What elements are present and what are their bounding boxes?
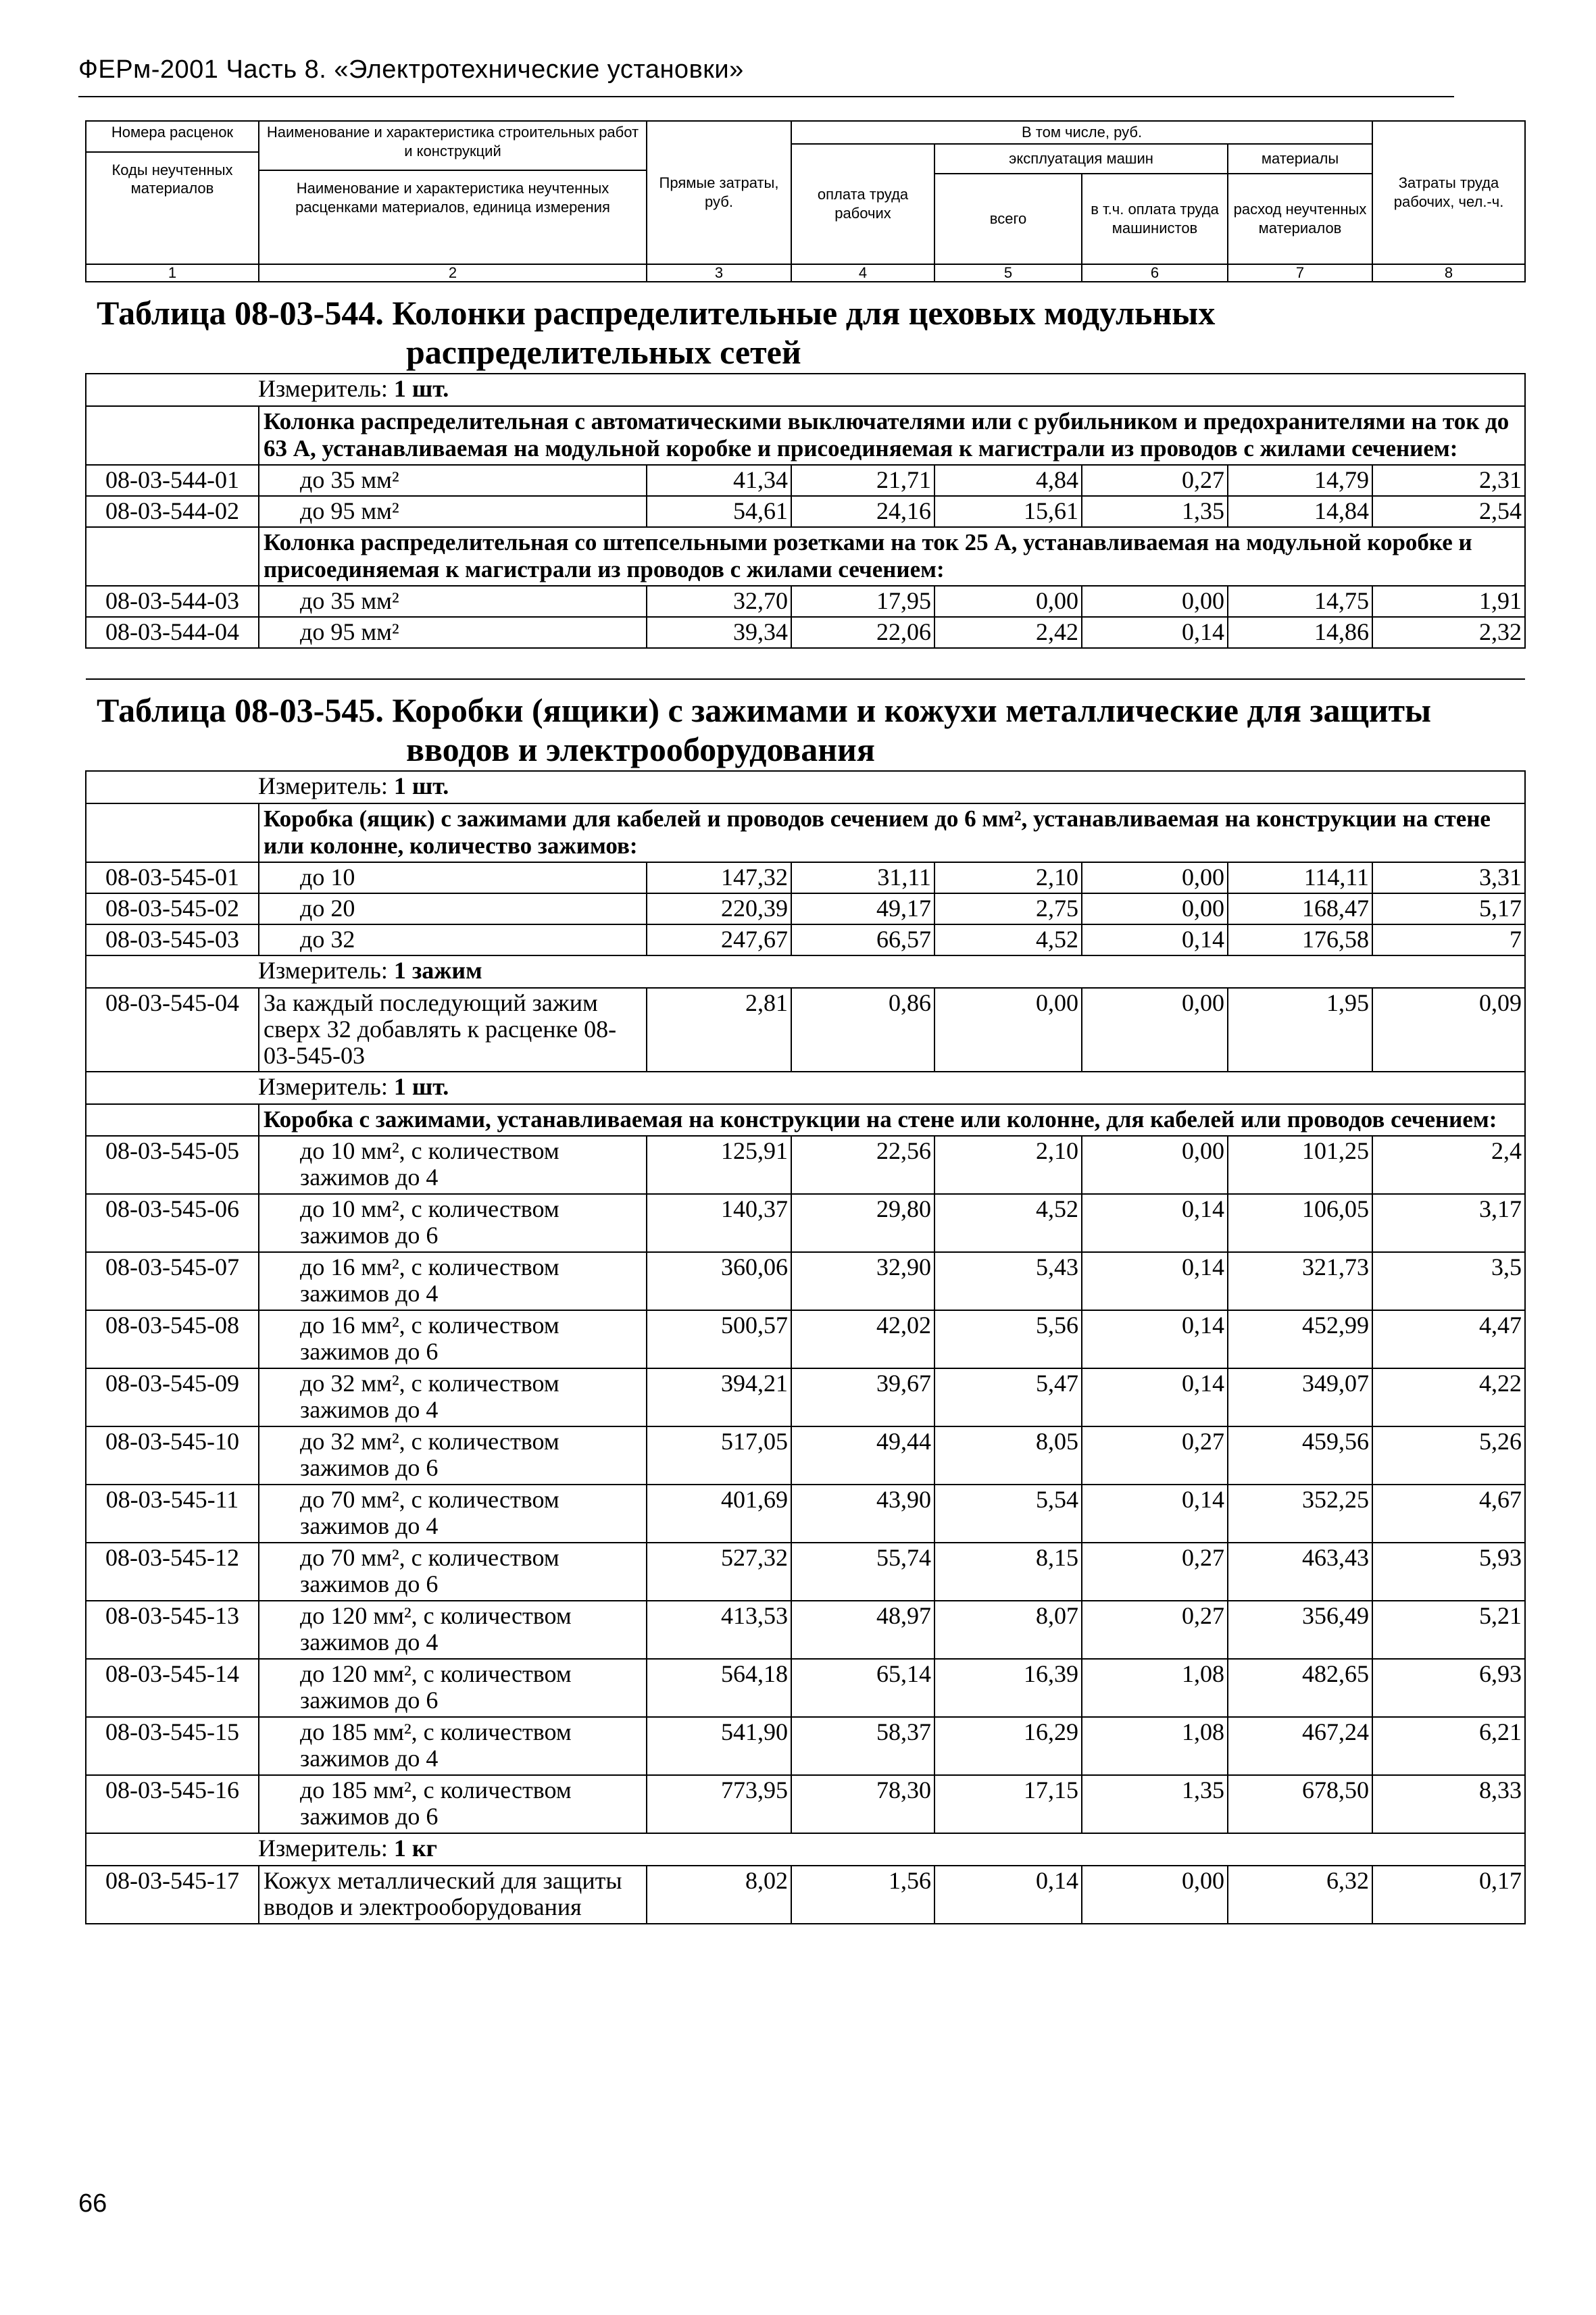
header-group-materials: материалы bbox=[1228, 144, 1372, 174]
rate-name: до 120 мм², с количеством зажимов до 4 bbox=[259, 1601, 647, 1659]
rate-code: 08-03-545-04 bbox=[86, 988, 259, 1072]
rate-name: до 16 мм², с количеством зажимов до 4 bbox=[259, 1252, 647, 1310]
rate-labor: 49,17 bbox=[791, 893, 934, 924]
rate-materials: 463,43 bbox=[1228, 1543, 1372, 1601]
table-row bbox=[86, 1426, 1525, 1485]
page-header: ФЕРм-2001 Часть 8. «Электротехнические установки» bbox=[78, 55, 744, 84]
rate-materials: 176,58 bbox=[1228, 924, 1372, 955]
rate-labor: 29,80 bbox=[791, 1194, 934, 1252]
header-col8: Затраты труда рабочих, чел.-ч. bbox=[1372, 121, 1525, 264]
rate-materials: 349,07 bbox=[1228, 1368, 1372, 1426]
rates-table-body bbox=[86, 121, 1525, 1924]
rates-table bbox=[85, 120, 1526, 1924]
rate-materials: 356,49 bbox=[1228, 1601, 1372, 1659]
rate-direct: 140,37 bbox=[647, 1194, 791, 1252]
group-row bbox=[86, 406, 1525, 465]
rate-direct: 8,02 bbox=[647, 1866, 791, 1924]
rate-direct: 54,61 bbox=[647, 496, 791, 527]
rate-mach-labor: 0,00 bbox=[1082, 862, 1228, 893]
group-row bbox=[86, 1104, 1525, 1136]
rate-hours: 8,33 bbox=[1372, 1775, 1525, 1833]
measure-cell bbox=[86, 1072, 1525, 1104]
rate-mach-total: 8,05 bbox=[934, 1426, 1082, 1485]
rate-name: до 95 мм² bbox=[259, 496, 647, 527]
rate-direct: 541,90 bbox=[647, 1717, 791, 1775]
rate-code: 08-03-545-10 bbox=[86, 1426, 259, 1485]
rate-mach-labor: 0,14 bbox=[1082, 924, 1228, 955]
rate-code: 08-03-545-13 bbox=[86, 1601, 259, 1659]
rate-mach-total: 2,42 bbox=[934, 617, 1082, 648]
rate-mach-labor: 0,14 bbox=[1082, 1368, 1228, 1426]
table-row bbox=[86, 1717, 1525, 1775]
rate-mach-labor: 1,08 bbox=[1082, 1659, 1228, 1717]
group-row bbox=[86, 527, 1525, 586]
rate-code: 08-03-545-05 bbox=[86, 1136, 259, 1194]
rate-mach-total: 5,56 bbox=[934, 1310, 1082, 1368]
rate-direct: 394,21 bbox=[647, 1368, 791, 1426]
gap-cell bbox=[86, 648, 1525, 679]
rate-mach-total: 4,52 bbox=[934, 1194, 1082, 1252]
header-col7: расход неучтенных материалов bbox=[1228, 174, 1372, 264]
rate-code: 08-03-545-01 bbox=[86, 862, 259, 893]
rate-materials: 352,25 bbox=[1228, 1485, 1372, 1543]
table-row bbox=[86, 1601, 1525, 1659]
rate-name: до 16 мм², с количеством зажимов до 6 bbox=[259, 1310, 647, 1368]
table-row bbox=[86, 1485, 1525, 1543]
rate-mach-labor: 0,27 bbox=[1082, 1601, 1228, 1659]
rate-name: до 70 мм², с количеством зажимов до 6 bbox=[259, 1543, 647, 1601]
rate-labor: 65,14 bbox=[791, 1659, 934, 1717]
rate-mach-total: 5,47 bbox=[934, 1368, 1082, 1426]
rate-materials: 106,05 bbox=[1228, 1194, 1372, 1252]
rate-name: до 35 мм² bbox=[259, 465, 647, 496]
rate-direct: 413,53 bbox=[647, 1601, 791, 1659]
measure-cell bbox=[86, 1833, 1525, 1866]
rate-code: 08-03-544-03 bbox=[86, 586, 259, 617]
table-row bbox=[86, 1543, 1525, 1601]
rate-labor: 31,11 bbox=[791, 862, 934, 893]
rate-materials: 678,50 bbox=[1228, 1775, 1372, 1833]
rate-name: За каждый последующий зажим сверх 32 добавлять к расценке 08-03-545-03 bbox=[259, 988, 647, 1072]
rate-hours: 5,26 bbox=[1372, 1426, 1525, 1485]
group-description: Коробка с зажимами, устанавливаемая на конструкции на стене или колонне, для кабелей или проводов сечением: bbox=[259, 1104, 1525, 1136]
rate-hours: 3,31 bbox=[1372, 862, 1525, 893]
header-col1-top: Номера расценок bbox=[111, 124, 234, 141]
table-row bbox=[86, 586, 1525, 617]
header-col2-top: Наименование и характеристика строительных работ и конструкций bbox=[266, 124, 639, 159]
group-code-cell bbox=[86, 1104, 259, 1136]
measure-label: Измеритель: bbox=[258, 772, 388, 799]
rate-materials: 452,99 bbox=[1228, 1310, 1372, 1368]
rate-mach-total: 8,07 bbox=[934, 1601, 1082, 1659]
rate-mach-total: 2,10 bbox=[934, 862, 1082, 893]
rate-code: 08-03-545-06 bbox=[86, 1194, 259, 1252]
rate-labor: 22,56 bbox=[791, 1136, 934, 1194]
rate-mach-labor: 1,35 bbox=[1082, 496, 1228, 527]
rate-labor: 17,95 bbox=[791, 586, 934, 617]
column-number: 6 bbox=[1082, 264, 1228, 282]
rate-labor: 39,67 bbox=[791, 1368, 934, 1426]
rate-mach-labor: 0,14 bbox=[1082, 617, 1228, 648]
rate-direct: 39,34 bbox=[647, 617, 791, 648]
table-row bbox=[86, 1194, 1525, 1252]
rate-code: 08-03-545-16 bbox=[86, 1775, 259, 1833]
rate-name: до 32 мм², с количеством зажимов до 4 bbox=[259, 1368, 647, 1426]
rate-hours: 5,93 bbox=[1372, 1543, 1525, 1601]
table-row bbox=[86, 496, 1525, 527]
table-row bbox=[86, 617, 1525, 648]
measure-unit: 1 шт. bbox=[393, 374, 449, 402]
rate-mach-total: 4,52 bbox=[934, 924, 1082, 955]
rate-materials: 1,95 bbox=[1228, 988, 1372, 1072]
rate-mach-labor: 0,00 bbox=[1082, 1136, 1228, 1194]
rate-name: до 10 bbox=[259, 862, 647, 893]
rate-hours: 5,17 bbox=[1372, 893, 1525, 924]
section-title: Таблица 08-03-544. Колонки распределительные для цеховых модульных распределительных сетей bbox=[97, 293, 1216, 371]
section-gap bbox=[86, 648, 1525, 679]
table-row bbox=[86, 1659, 1525, 1717]
rate-materials: 14,79 bbox=[1228, 465, 1372, 496]
rate-labor: 21,71 bbox=[791, 465, 934, 496]
rate-mach-total: 15,61 bbox=[934, 496, 1082, 527]
rate-code: 08-03-545-11 bbox=[86, 1485, 259, 1543]
header-names bbox=[259, 121, 647, 264]
header-divider bbox=[86, 151, 258, 153]
measure-unit: 1 кг bbox=[393, 1834, 437, 1862]
header-col5: всего bbox=[934, 174, 1082, 264]
table-row bbox=[86, 1368, 1525, 1426]
rate-hours: 1,91 bbox=[1372, 586, 1525, 617]
table-row bbox=[86, 465, 1525, 496]
rate-labor: 32,90 bbox=[791, 1252, 934, 1310]
rate-mach-total: 17,15 bbox=[934, 1775, 1082, 1833]
section-title: Таблица 08-03-545. Коробки (ящики) с зажимами и кожухи металлические для защиты вводов и электрооборудования bbox=[97, 691, 1432, 768]
rate-code: 08-03-545-03 bbox=[86, 924, 259, 955]
section-title-cell bbox=[86, 282, 1525, 374]
rate-materials: 482,65 bbox=[1228, 1659, 1372, 1717]
table-row bbox=[86, 988, 1525, 1072]
header-divider bbox=[259, 170, 646, 171]
measure-cell bbox=[86, 374, 1525, 406]
rate-materials: 14,75 bbox=[1228, 586, 1372, 617]
table-row bbox=[86, 1310, 1525, 1368]
measure-row bbox=[86, 771, 1525, 803]
measure-unit: 1 шт. bbox=[393, 772, 449, 799]
rate-code: 08-03-545-08 bbox=[86, 1310, 259, 1368]
rate-materials: 6,32 bbox=[1228, 1866, 1372, 1924]
rate-mach-total: 5,54 bbox=[934, 1485, 1082, 1543]
rate-code: 08-03-545-07 bbox=[86, 1252, 259, 1310]
rate-direct: 247,67 bbox=[647, 924, 791, 955]
rate-labor: 49,44 bbox=[791, 1426, 934, 1485]
section-title-row bbox=[86, 679, 1525, 771]
rate-labor: 24,16 bbox=[791, 496, 934, 527]
rate-name: Кожух металлический для защиты вводов и электрооборудования bbox=[259, 1866, 647, 1924]
table-row bbox=[86, 1775, 1525, 1833]
rate-direct: 2,81 bbox=[647, 988, 791, 1072]
measure-row bbox=[86, 374, 1525, 406]
measure-row bbox=[86, 1072, 1525, 1104]
rate-mach-total: 16,29 bbox=[934, 1717, 1082, 1775]
rate-materials: 459,56 bbox=[1228, 1426, 1372, 1485]
rate-labor: 1,56 bbox=[791, 1866, 934, 1924]
measure-unit: 1 шт. bbox=[393, 1073, 449, 1101]
rate-materials: 14,84 bbox=[1228, 496, 1372, 527]
rate-hours: 2,4 bbox=[1372, 1136, 1525, 1194]
rate-mach-labor: 0,00 bbox=[1082, 988, 1228, 1072]
rate-mach-total: 0,00 bbox=[934, 988, 1082, 1072]
rate-code: 08-03-544-04 bbox=[86, 617, 259, 648]
rate-materials: 14,86 bbox=[1228, 617, 1372, 648]
measure-label: Измеритель: bbox=[258, 1834, 388, 1862]
rate-labor: 66,57 bbox=[791, 924, 934, 955]
column-number: 2 bbox=[259, 264, 647, 282]
measure-cell bbox=[86, 771, 1525, 803]
header-col6: в т.ч. оплата труда машинистов bbox=[1082, 174, 1228, 264]
rate-mach-total: 4,84 bbox=[934, 465, 1082, 496]
table-row bbox=[86, 893, 1525, 924]
column-number: 5 bbox=[934, 264, 1082, 282]
rate-hours: 3,17 bbox=[1372, 1194, 1525, 1252]
rate-hours: 6,93 bbox=[1372, 1659, 1525, 1717]
rate-direct: 220,39 bbox=[647, 893, 791, 924]
section-title-cell bbox=[86, 679, 1525, 771]
rate-direct: 527,32 bbox=[647, 1543, 791, 1601]
column-number: 4 bbox=[791, 264, 934, 282]
group-description: Колонка распределительная со штепсельными розетками на ток 25 А, устанавливаемая на модульной коробке и присоединяемая к магистрали из проводов с жилами сечением: bbox=[259, 527, 1525, 586]
rate-direct: 32,70 bbox=[647, 586, 791, 617]
rate-materials: 168,47 bbox=[1228, 893, 1372, 924]
rate-code: 08-03-545-09 bbox=[86, 1368, 259, 1426]
rate-hours: 5,21 bbox=[1372, 1601, 1525, 1659]
rate-mach-total: 5,43 bbox=[934, 1252, 1082, 1310]
rate-mach-labor: 0,14 bbox=[1082, 1194, 1228, 1252]
rate-labor: 43,90 bbox=[791, 1485, 934, 1543]
rate-direct: 41,34 bbox=[647, 465, 791, 496]
rate-code: 08-03-545-02 bbox=[86, 893, 259, 924]
rate-direct: 360,06 bbox=[647, 1252, 791, 1310]
header-group-incl: В том числе, руб. bbox=[791, 121, 1372, 144]
rate-mach-labor: 0,14 bbox=[1082, 1310, 1228, 1368]
table-row bbox=[86, 1866, 1525, 1924]
header-codes bbox=[86, 121, 259, 264]
rate-code: 08-03-545-12 bbox=[86, 1543, 259, 1601]
rate-mach-total: 2,10 bbox=[934, 1136, 1082, 1194]
measure-cell bbox=[86, 955, 1525, 988]
rate-mach-labor: 0,27 bbox=[1082, 1543, 1228, 1601]
rate-materials: 114,11 bbox=[1228, 862, 1372, 893]
header-col2-bottom: Наименование и характеристика неучтенных расценками материалов, единица измерения bbox=[295, 180, 610, 216]
rate-direct: 564,18 bbox=[647, 1659, 791, 1717]
rate-direct: 125,91 bbox=[647, 1136, 791, 1194]
rate-hours: 2,32 bbox=[1372, 617, 1525, 648]
column-number: 1 bbox=[86, 264, 259, 282]
group-description: Коробка (ящик) с зажимами для кабелей и проводов сечением до 6 мм², устанавливаемая на конструкции на стене или колонне, количество зажимов: bbox=[259, 803, 1525, 862]
rate-name: до 70 мм², с количеством зажимов до 4 bbox=[259, 1485, 647, 1543]
group-row bbox=[86, 803, 1525, 862]
rate-direct: 401,69 bbox=[647, 1485, 791, 1543]
rate-labor: 55,74 bbox=[791, 1543, 934, 1601]
rate-name: до 120 мм², с количеством зажимов до 6 bbox=[259, 1659, 647, 1717]
section-title-row bbox=[86, 282, 1525, 374]
table-row bbox=[86, 1252, 1525, 1310]
rate-hours: 3,5 bbox=[1372, 1252, 1525, 1310]
rate-hours: 4,22 bbox=[1372, 1368, 1525, 1426]
rate-mach-labor: 0,00 bbox=[1082, 893, 1228, 924]
rate-name: до 20 bbox=[259, 893, 647, 924]
rate-hours: 4,47 bbox=[1372, 1310, 1525, 1368]
header-col4: оплата труда рабочих bbox=[791, 144, 934, 264]
table-row bbox=[86, 924, 1525, 955]
rate-name: до 10 мм², с количеством зажимов до 6 bbox=[259, 1194, 647, 1252]
rate-hours: 0,09 bbox=[1372, 988, 1525, 1072]
measure-label: Измеритель: bbox=[258, 1073, 388, 1101]
rate-direct: 147,32 bbox=[647, 862, 791, 893]
rate-labor: 0,86 bbox=[791, 988, 934, 1072]
rate-code: 08-03-545-17 bbox=[86, 1866, 259, 1924]
rate-name: до 185 мм², с количеством зажимов до 4 bbox=[259, 1717, 647, 1775]
rate-hours: 0,17 bbox=[1372, 1866, 1525, 1924]
rate-mach-labor: 0,27 bbox=[1082, 1426, 1228, 1485]
header-col1-bottom: Коды неучтенных материалов bbox=[111, 161, 233, 197]
rate-direct: 773,95 bbox=[647, 1775, 791, 1833]
rate-mach-labor: 0,27 bbox=[1082, 465, 1228, 496]
group-code-cell bbox=[86, 527, 259, 586]
rate-materials: 321,73 bbox=[1228, 1252, 1372, 1310]
rate-name: до 35 мм² bbox=[259, 586, 647, 617]
column-number: 8 bbox=[1372, 264, 1525, 282]
rate-mach-labor: 1,08 bbox=[1082, 1717, 1228, 1775]
rate-mach-total: 8,15 bbox=[934, 1543, 1082, 1601]
group-code-cell bbox=[86, 406, 259, 465]
rate-hours: 7 bbox=[1372, 924, 1525, 955]
rate-hours: 2,54 bbox=[1372, 496, 1525, 527]
measure-label: Измеритель: bbox=[258, 957, 388, 985]
rate-hours: 2,31 bbox=[1372, 465, 1525, 496]
rate-name: до 32 мм², с количеством зажимов до 6 bbox=[259, 1426, 647, 1485]
measure-row bbox=[86, 955, 1525, 988]
measure-unit: 1 зажим bbox=[393, 957, 482, 985]
rate-code: 08-03-545-14 bbox=[86, 1659, 259, 1717]
column-numbers-row bbox=[86, 264, 1525, 282]
measure-label: Измеритель: bbox=[258, 374, 388, 402]
rate-mach-total: 0,00 bbox=[934, 586, 1082, 617]
rate-labor: 78,30 bbox=[791, 1775, 934, 1833]
rate-name: до 185 мм², с количеством зажимов до 6 bbox=[259, 1775, 647, 1833]
rate-mach-labor: 0,00 bbox=[1082, 586, 1228, 617]
rate-code: 08-03-544-02 bbox=[86, 496, 259, 527]
table-header-row-1 bbox=[86, 121, 1525, 144]
table-row bbox=[86, 1136, 1525, 1194]
rate-name: до 32 bbox=[259, 924, 647, 955]
rate-labor: 58,37 bbox=[791, 1717, 934, 1775]
rate-mach-total: 16,39 bbox=[934, 1659, 1082, 1717]
table-row bbox=[86, 862, 1525, 893]
rate-code: 08-03-544-01 bbox=[86, 465, 259, 496]
rate-mach-labor: 0,00 bbox=[1082, 1866, 1228, 1924]
rate-name: до 95 мм² bbox=[259, 617, 647, 648]
rate-name: до 10 мм², с количеством зажимов до 4 bbox=[259, 1136, 647, 1194]
group-code-cell bbox=[86, 803, 259, 862]
rate-mach-labor: 0,14 bbox=[1082, 1252, 1228, 1310]
header-rule bbox=[78, 96, 1454, 97]
rate-mach-labor: 1,35 bbox=[1082, 1775, 1228, 1833]
column-number: 3 bbox=[647, 264, 791, 282]
rate-mach-labor: 0,14 bbox=[1082, 1485, 1228, 1543]
rate-code: 08-03-545-15 bbox=[86, 1717, 259, 1775]
rate-materials: 467,24 bbox=[1228, 1717, 1372, 1775]
header-group-machines: эксплуатация машин bbox=[934, 144, 1228, 174]
page-number: 66 bbox=[78, 2189, 107, 2218]
rate-mach-total: 2,75 bbox=[934, 893, 1082, 924]
header-col3: Прямые затраты, руб. bbox=[647, 121, 791, 264]
rate-hours: 4,67 bbox=[1372, 1485, 1525, 1543]
rate-direct: 500,57 bbox=[647, 1310, 791, 1368]
column-number: 7 bbox=[1228, 264, 1372, 282]
rate-direct: 517,05 bbox=[647, 1426, 791, 1485]
rate-labor: 48,97 bbox=[791, 1601, 934, 1659]
rate-labor: 42,02 bbox=[791, 1310, 934, 1368]
group-description: Колонка распределительная с автоматическими выключателями или с рубильником и предохранителями на ток до 63 А, устанавливаемая на модульной коробке и присоединяемая к магистрали из проводов с жилами сечением: bbox=[259, 406, 1525, 465]
rate-materials: 101,25 bbox=[1228, 1136, 1372, 1194]
rate-hours: 6,21 bbox=[1372, 1717, 1525, 1775]
measure-row bbox=[86, 1833, 1525, 1866]
rate-mach-total: 0,14 bbox=[934, 1866, 1082, 1924]
rate-labor: 22,06 bbox=[791, 617, 934, 648]
